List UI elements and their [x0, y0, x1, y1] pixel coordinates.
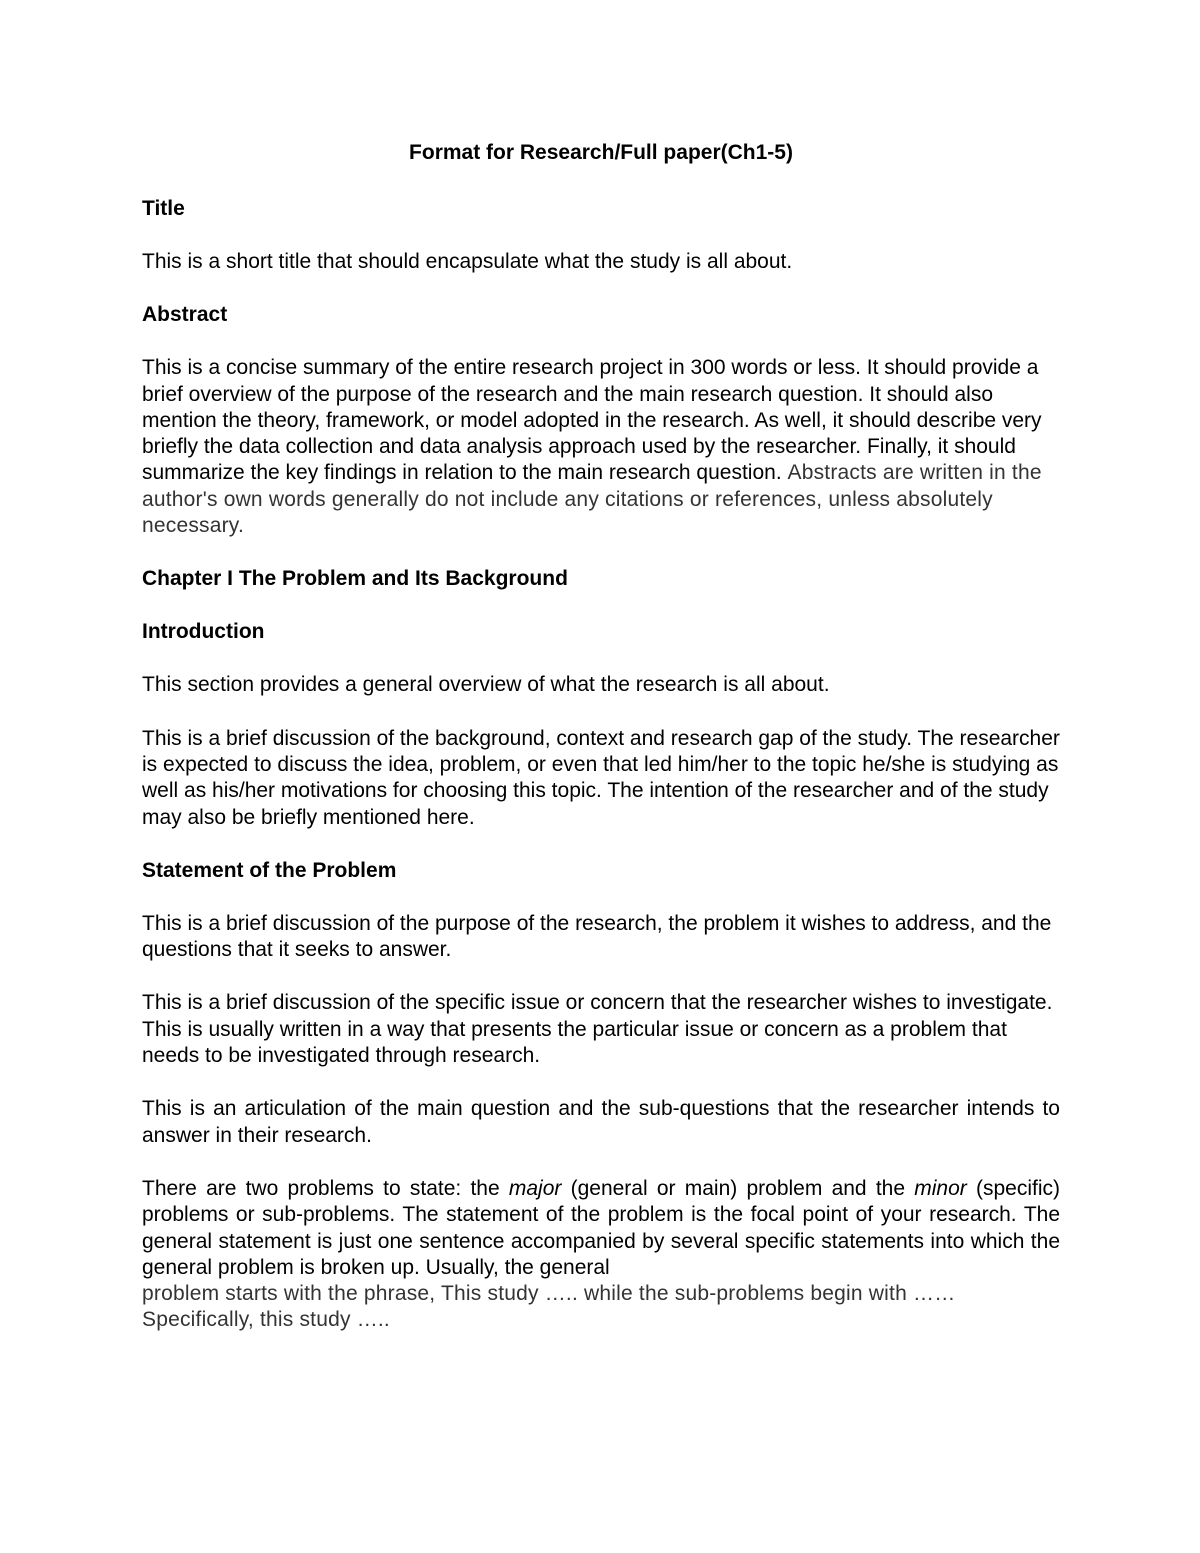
statement-p4-text-d: problem starts with the phrase, This study ….. while the sub-problems begin with ……: [142, 1282, 956, 1306]
statement-paragraph-1: This is a brief discussion of the purpose of the research, the problem it wishes to address, and the questions that it seeks to answer.: [142, 911, 1052, 962]
statement-p4-main: [142, 1176, 1060, 1281]
statement-p4-text-e: Specifically, this study …..: [142, 1308, 390, 1332]
title-description: This is a short title that should encapsulate what the study is all about.: [142, 250, 793, 273]
title-heading: Title: [142, 197, 185, 220]
statement-paragraph-4: [142, 1176, 1060, 1334]
statement-paragraph-2: This is a brief discussion of the specific issue or concern that the researcher wishes to investigate. This is usually written in a way that presents the particular issue or concern as a problem that needs to be investigated through research.: [142, 991, 1053, 1068]
abstract-text-tail: Abstracts are written in the author's own words generally do not include any citations or references, unless absolutely necessary.: [142, 461, 1042, 538]
statement-p4-text-a: There are two problems to state: the: [142, 1176, 509, 1200]
statement-paragraph-3: This is an articulation of the main question and the sub-questions that the researcher intends to answer in their research.: [142, 1097, 1060, 1147]
abstract-text-main: This is a concise summary of the entire research project in 300 words or less. It should provide a brief overview of the purpose of the research and the main research question. It should also mention the theory, framework, or model adopted in the research. As well, it should describe very briefly the data collection and data analysis approach used by the researcher. Finally, it should summarize the key findings in relation to the main research question.: [142, 356, 1042, 485]
minor-term: minor: [914, 1176, 967, 1200]
document-page: [142, 140, 1060, 1361]
introduction-paragraph-2: This is a brief discussion of the background, context and research gap of the study. The researcher is expected to discuss the idea, problem, or even that led him/her to the topic he/she is studying as well as his/her motivations for choosing this topic. The intention of the researcher and of the study may also be briefly mentioned here.: [142, 726, 1060, 829]
statement-heading: Statement of the Problem: [142, 858, 397, 882]
introduction-heading: Introduction: [142, 620, 265, 644]
introduction-paragraph-1: This section provides a general overview of what the research is all about.: [142, 673, 830, 697]
document-title: Format for Research/Full paper(Ch1-5): [409, 141, 793, 164]
abstract-paragraph: [142, 355, 1060, 539]
statement-p4-text-b: (general or main) problem and the: [561, 1176, 915, 1200]
abstract-heading: Abstract: [142, 303, 228, 327]
statement-p4-text-c: (specific) problems or sub-problems. The statement of the problem is the focal point of your research. The general statement is just one sentence accompanied by several specific statements into which the general problem is broken up. Usually, the general: [142, 1176, 1060, 1279]
chapter-heading: Chapter I The Problem and Its Background: [142, 567, 568, 591]
major-term: major: [508, 1176, 562, 1200]
